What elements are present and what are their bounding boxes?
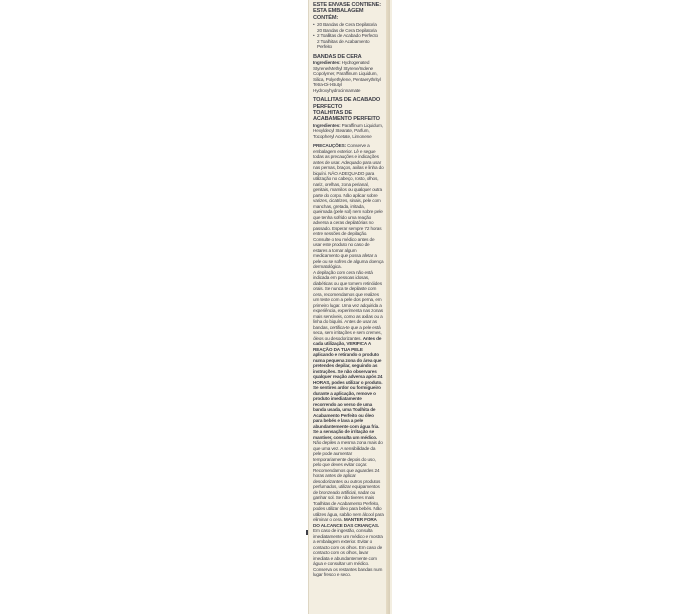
precautions-paragraph-6: Conserva os restantes bandas num lugar fresco e seco. [313,566,383,578]
precautions-text: Não depiles a mesma zona mais do que uma vez. A sensibilidade da pele pode aumentar temporariamente depois do uso, pelo que deves evitar coçar. Recomendamos que aguardes 24 horas antes de aplicar desodorizantes ou outros produtos perfumados, utilizar equipamentos de bronzeado artificial, nadar ou ganhar sol. Se não tiveres mais Toalhitas de Acabamento Perfeito, podes utilizar óleo para bebés. Não utilizes água, sabão nem álcool para eliminar o cera. [313,440,384,523]
wax-strips-heading: BANDAS DE CERA [313,53,362,60]
precautions-paragraph-4 [313,440,384,528]
wipes-ingredients [313,123,384,140]
contents-list [313,22,384,50]
precautions-paragraph-5: Em caso de ingestão, consulta imediatamente um médico e mostra a embalagem exterior. Evitar o contacto com os olhos. Em caso de contacto com os olhos, lavar imediata e abundantemente com água e consultar um médico. [313,528,383,567]
margin-mark [306,530,308,535]
wipes-heading-pt: TOALHITAS DE ACABAMENTO PERFEITO [313,109,380,123]
product-label-strip [308,0,392,614]
ingredients-text: Paraffinum Liquidum, Hexyldecyl Stearate, Parfum, Tocopheryl Acetate, Limonene [313,122,383,139]
precautions-paragraph-1 [313,143,384,237]
contents-item-pt: 20 Bandas de Cera Depilatoria [317,27,377,33]
ingredients-label: Ingredientes: [313,60,341,66]
ingredients-label: Ingredientes: [313,122,341,128]
precautions-label: PRECAUÇÕES: [313,143,346,149]
bullet-icon: • [313,22,315,28]
list-item [313,22,384,33]
list-item [313,33,384,50]
contents-item-pt: 2 Toalhitas de Acabamento Perfeito [317,38,370,50]
precautions-paragraph-3 [313,270,384,441]
contents-heading-es: ESTE ENVASE CONTIENE: [313,2,381,8]
label-text-column [313,2,384,578]
precautions-paragraph-2: Consulte o teu médico antes de usar este produto no caso de estares a tomar algum medicamento que possa afetar a pele ou se sofres de alguma doença dermatológica. [313,236,384,270]
contents-heading-pt: ESTA EMBALAGEM CONTÉM: [313,8,364,21]
wipes-heading-es: TOALLITAS DE ACABADO PERFECTO [313,97,381,110]
precautions-text: A depilação com cera não está indicada em pessoas idosas, diabéticas ou que tomem retinóides orais. Se nunca te depilaste com cera, recomendamos que realizes um teste com a pele dos perna, em primeiro lugar. Uma vez adquirida a experiência, experimenta nas zonas mais sensíveis, como as axilas ou a linha do biquíni. Antes de usar as bandas, certifica-te que a pele está seca, sem irritações e sem cremes, óleos ou desodorizantes. [313,269,383,341]
contents-item-es: 20 Bandas de Cera Depilatoria [317,22,377,28]
children-warning: MANTER FORA DO ALCANCE DAS CRIANÇAS. [313,517,380,528]
ingredients-text: Hydrogenated Styrene/Methyl Styrene/Indene Copolymer, Paraffinum Liquidum, Silica, Polyethylene, Pentaerythrityl Tetra-Di-t-Butyl Hydroxyhydrocinnamate [313,60,381,93]
wax-strips-ingredients [313,60,384,93]
bullet-icon: • [313,33,315,39]
strip-edge [386,0,390,614]
contents-item-es: 2 Toallitas de Acabado Perfecto [317,33,378,39]
skin-test-warning: Antes de cada utilização, VERIFICA A REAÇÃO DA TUA PELE aplicando e retirando o produto numa pequena zona do área que pretendes depilar, seguindo as instruções. Se não observares qualquer reação adversa após 24 HORAS, podes utilizar o produto. Se sentires ardor ou formigueiro durante a aplicação, remove o produto imediatamente recorrendo ao verso de uma banda usada, uma Toalhita de Acabamento Perfeito ou óleo para bebés e lava a pele abundantemente com água fria. Se a sensação de irritação se mantiver, consulta um médico. [313,335,383,440]
precautions-text: Conserve a embalagem exterior. Lê e segue todas as precauções e indicações antes de usar. Adequado para usar nas pernas, braços, axilas e linha do biquíni. NÃO ADEQUADO para utilização no cabeço, rosto, olhos, nariz, orelhas, zona perianal, genitais, mamilos ou qualquer outra parte do corpo. Não aplicar sobre varizes, cicatrizes, sinais, pele com manchas, gretada, irritada, queimada (pele sol) nem sobre pele que tenha sofrido uma reação adversa a ceras depilatórias no passado. Esperar sempre 72 horas entre sessões de depilação. [313,143,384,237]
